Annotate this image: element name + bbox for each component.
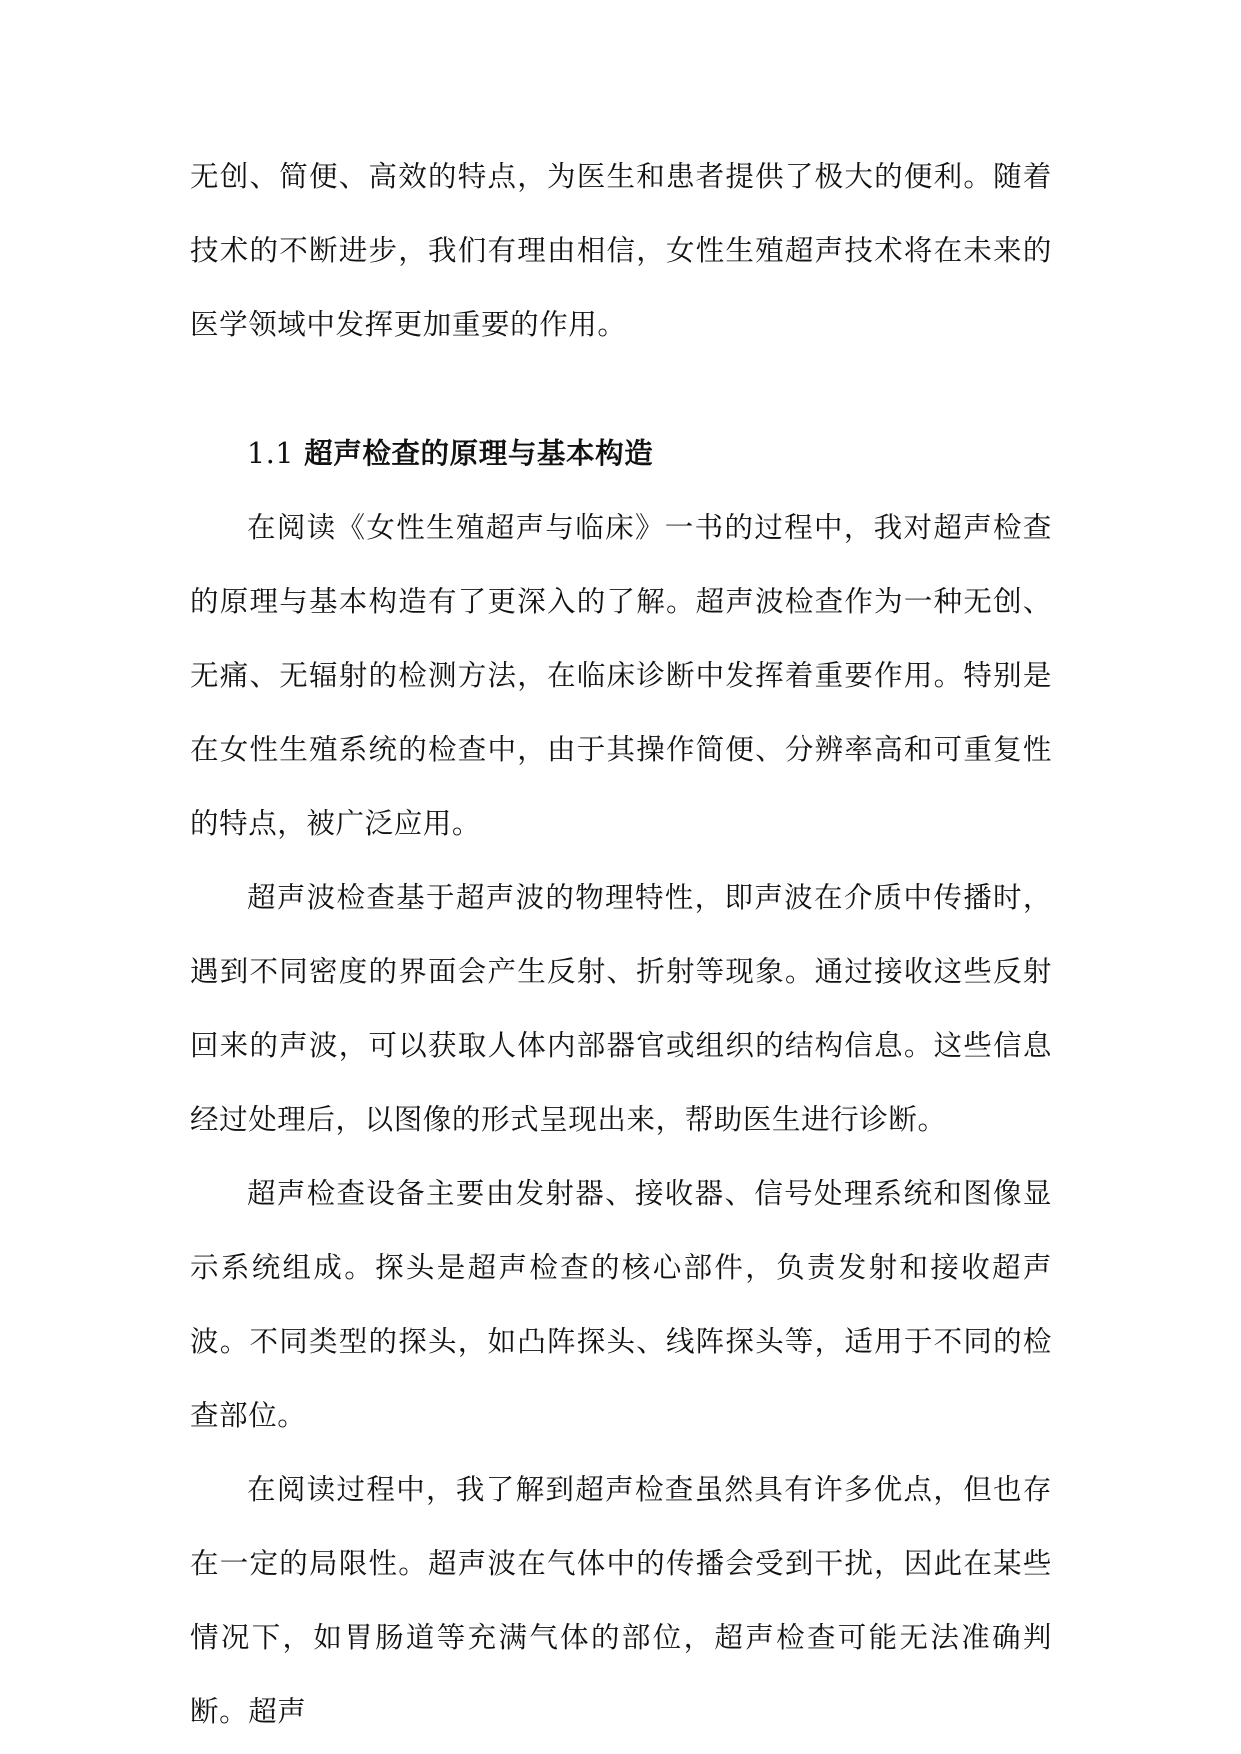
continuation-paragraph: 无创、简便、高效的特点，为医生和患者提供了极大的便利。随着技术的不断进步，我们有理由相信，女性生殖超声技术将在未来的医学领域中发挥更加重要的作用。 (190, 160, 1052, 341)
section-number: 1.1 (247, 437, 295, 470)
section-heading (190, 416, 1052, 491)
section-spacer (190, 362, 1052, 400)
body-paragraph-1: 在阅读《女性生殖超声与临床》一书的过程中，我对超声检查的原理与基本构造有了更深入的了解。超声波检查作为一种无创、无痛、无辐射的检测方法，在临床诊断中发挥着重要作用。特别是在女性生殖系统的检查中，由于其操作简便、分辨率高和可重复性的特点，被广泛应用。 (190, 511, 1052, 840)
body-paragraph-3: 超声检查设备主要由发射器、接收器、信号处理系统和图像显示系统组成。探头是超声检查的核心部件，负责发射和接收超声波。不同类型的探头，如凸阵探头、线阵探头等，适用于不同的检查部位。 (190, 1177, 1052, 1432)
body-paragraph-4: 在阅读过程中，我了解到超声检查虽然具有许多优点，但也存在一定的局限性。超声波在气体中的传播会受到干扰，因此在某些情况下，如胃肠道等充满气体的部位，超声检查可能无法准确判断。超声 (190, 1473, 1052, 1728)
section-title: 超声检查的原理与基本构造 (304, 436, 654, 470)
page-body (190, 140, 1052, 1749)
body-paragraph-2: 超声波检查基于超声波的物理特性，即声波在介质中传播时，遇到不同密度的界面会产生反射、折射等现象。通过接收这些反射回来的声波，可以获取人体内部器官或组织的结构信息。这些信息经过处理后，以图像的形式呈现出来，帮助医生进行诊断。 (190, 881, 1052, 1136)
